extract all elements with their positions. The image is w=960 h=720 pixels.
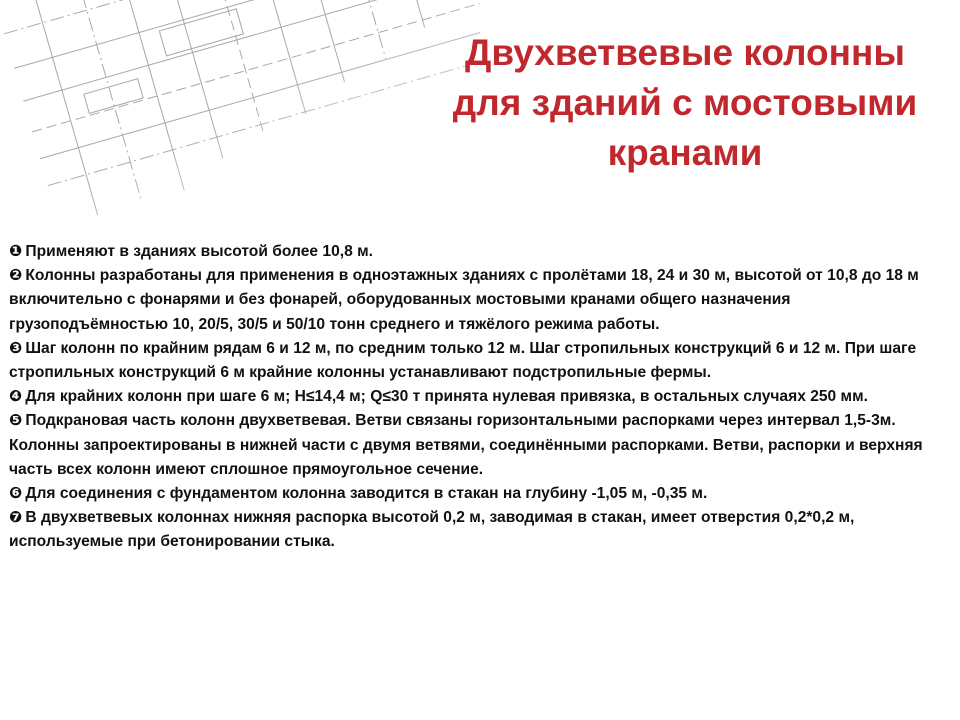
list-item <box>9 506 953 554</box>
item-number-icon: ❷ <box>9 267 23 285</box>
item-text: Шаг колонн по крайним рядам 6 и 12 м, по средним только 12 м. Шаг стропильных конструкций 6 и 12 м. При шаге стропильных конструкций 6 м крайние колонны устанавливают подстропильные фермы. <box>9 339 917 382</box>
item-number-icon: ❼ <box>9 509 23 527</box>
item-text: Для крайних колонн при шаге 6 м; H≤14,4 м; Q≤30 т принята нулевая привязка, в остальных случаях 250 мм. <box>25 388 868 406</box>
list-item <box>9 385 953 409</box>
slide-title <box>420 28 950 178</box>
item-text: Колонны разработаны для применения в одноэтажных зданиях с пролётами 18, 24 и 30 м, высотой от 10,8 до 18 м включительно с фонарями и без фонарей, оборудованных мостовыми кранами общего назначения грузоподъёмностью 10, 20/5, 30/5 и 50/10 тонн среднего и тяжёлого режима работы. <box>9 267 919 333</box>
item-text: Для соединения с фундаментом колонна заводится в стакан на глубину -1,05 м, -0,35 м. <box>25 485 708 503</box>
title-line: для зданий с мостовыми <box>452 82 918 123</box>
blueprint-background-image <box>0 0 480 240</box>
list-item <box>9 409 953 482</box>
list-item <box>9 240 953 264</box>
item-text: Применяют в зданиях высотой более 10,8 м. <box>25 243 373 260</box>
list-item <box>9 337 953 385</box>
content-list <box>9 240 953 555</box>
list-item <box>9 264 953 337</box>
item-text: Подкрановая часть колонн двухветвевая. Ветви связаны горизонтальными распорками через интервал 1,5-3м. Колонны запроектированы в нижней части с двумя ветвями, соединёнными распорками. Ветви, распорки и верхняя часть всех колонн имеют сплошное прямоугольное сечение. <box>9 412 923 478</box>
list-item <box>9 482 953 506</box>
title-line: Двухветвевые колонны <box>465 32 905 73</box>
item-number-icon: ❻ <box>9 485 23 503</box>
item-text: В двухветвевых колоннах нижняя распорка высотой 0,2 м, заводимая в стакан, имеет отверстия 0,2*0,2 м, используемые при бетонировании стыка. <box>9 509 855 551</box>
item-number-icon: ❹ <box>9 388 23 406</box>
item-number-icon: ❶ <box>9 243 23 260</box>
item-number-icon: ❸ <box>9 339 23 357</box>
title-line: кранами <box>607 132 763 173</box>
item-number-icon: ❺ <box>9 412 23 430</box>
